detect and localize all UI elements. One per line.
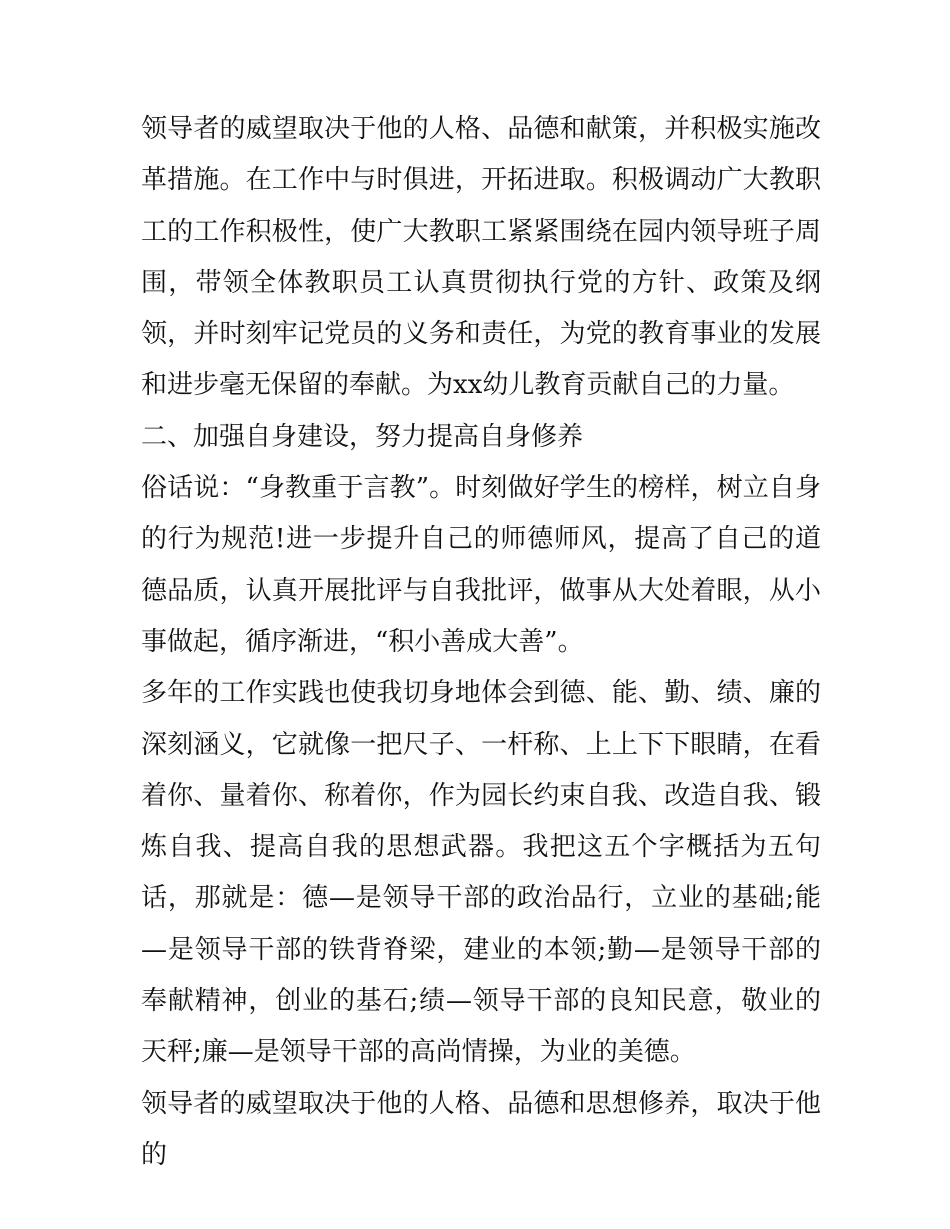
paragraph-lead-by-example: 俗话说：“身教重于言教”。时刻做好学生的榜样，树立自身的行为规范!进一步提升自己的师德师风，提高了自己的道德品质，认真开展批评与自我批评，做事从大处着眼，从小事做起，循序渐进，“积小善成大善”。 bbox=[141, 473, 821, 657]
section-heading-self-cultivation: 二、加强自身建设，努力提高自身修养 bbox=[141, 421, 584, 452]
paragraph-leadership-prestige: 领导者的威望取决于他的人格、品德和思想修养，取决于他的 bbox=[141, 1088, 821, 1170]
paragraph-leadership-reform: 领导者的威望取决于他的人格、品德和献策，并积极实施改革措施。在工作中与时俱进，开拓进取。积极调动广大教职工的工作积极性，使广大教职工紧紧围绕在园内领导班子周围，带领全体教职员工认真贯彻执行党的方针、政策及纲领，并时刻牢记党员的义务和责任，为党的教育事业的发展和进步毫无保留的奉献。为xx幼儿教育贡献自己的力量。 bbox=[141, 114, 821, 401]
document-body bbox=[141, 104, 821, 1181]
paragraph-five-virtues: 多年的工作实践也使我切身地体会到德、能、勤、绩、廉的深刻涵义，它就像一把尺子、一杆称、上上下下眼睛，在看着你、量着你、称着你，作为园长约束自我、改造自我、锻炼自我、提高自我的思想武器。我把这五个字概括为五句话，那就是：德—是领导干部的政治品行，立业的基础;能—是领导干部的铁背脊梁，建业的本领;勤—是领导干部的奉献精神，创业的基石;绩—领导干部的良知民意，敬业的天秤;廉—是领导干部的高尚情操，为业的美德。 bbox=[141, 678, 821, 1068]
